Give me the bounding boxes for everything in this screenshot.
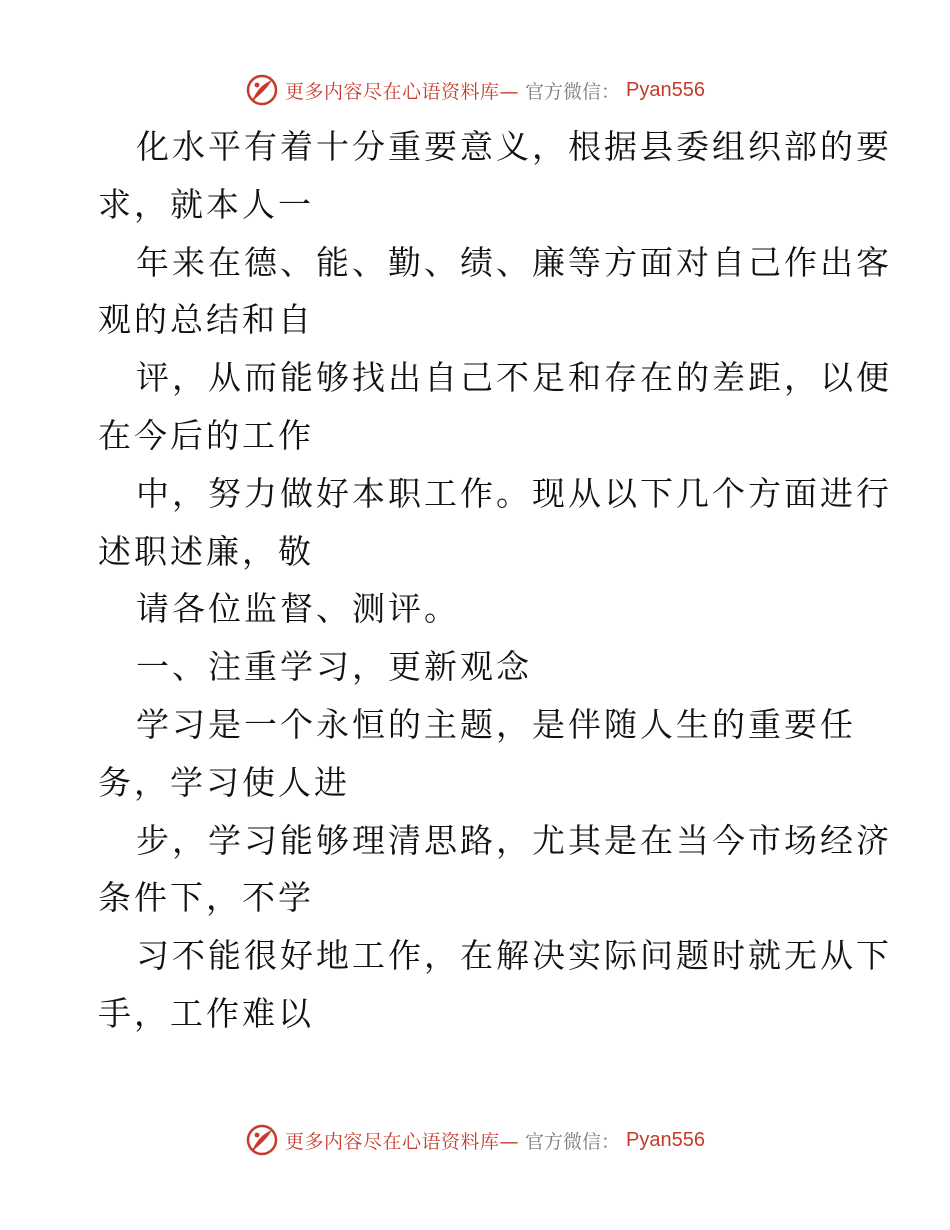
text-line: 在今后的工作	[98, 415, 314, 455]
wechat-id: Pyan556	[626, 78, 705, 101]
text-line: 观的总结和自	[98, 300, 314, 340]
quill-pen-logo-icon	[245, 73, 279, 107]
text-line: 请各位监督、测评。	[136, 589, 460, 629]
section-heading: 一、注重学习，更新观念	[136, 647, 532, 687]
header-banner	[0, 70, 950, 110]
text-line: 化水平有着十分重要意义，根据县委组织部的要	[136, 127, 892, 166]
banner-text: 更多内容尽在心语资料库—	[285, 1130, 520, 1153]
text-line: 务，学习使人进	[98, 762, 350, 802]
text-line: 述职述廉，敬	[98, 531, 314, 571]
document-body	[98, 118, 892, 1043]
text-line: 中，努力做好本职工作。现从以下几个方面进行	[136, 473, 892, 513]
text-line: 学习是一个永恒的主题，是伴随人生的重要任	[136, 704, 856, 744]
text-line: 求，就本人一	[98, 184, 314, 224]
text-line: 步，学习能够理清思路，尤其是在当今市场经济	[136, 820, 892, 860]
footer-banner	[0, 1120, 950, 1160]
text-line: 年来在德、能、勤、绩、廉等方面对自己作出客	[136, 242, 892, 282]
wechat-id: Pyan556	[626, 1128, 705, 1151]
text-line: 手，工作难以	[98, 993, 314, 1033]
quill-pen-logo-icon	[245, 1123, 279, 1157]
wechat-label: 官方微信：	[525, 1130, 621, 1153]
text-line: 条件下，不学	[98, 878, 314, 918]
text-line: 评，从而能够找出自己不足和存在的差距，以便	[136, 358, 892, 398]
text-line: 习不能很好地工作，在解决实际问题时就无从下	[136, 936, 892, 976]
banner-text: 更多内容尽在心语资料库—	[285, 80, 520, 103]
wechat-label: 官方微信：	[525, 80, 621, 103]
